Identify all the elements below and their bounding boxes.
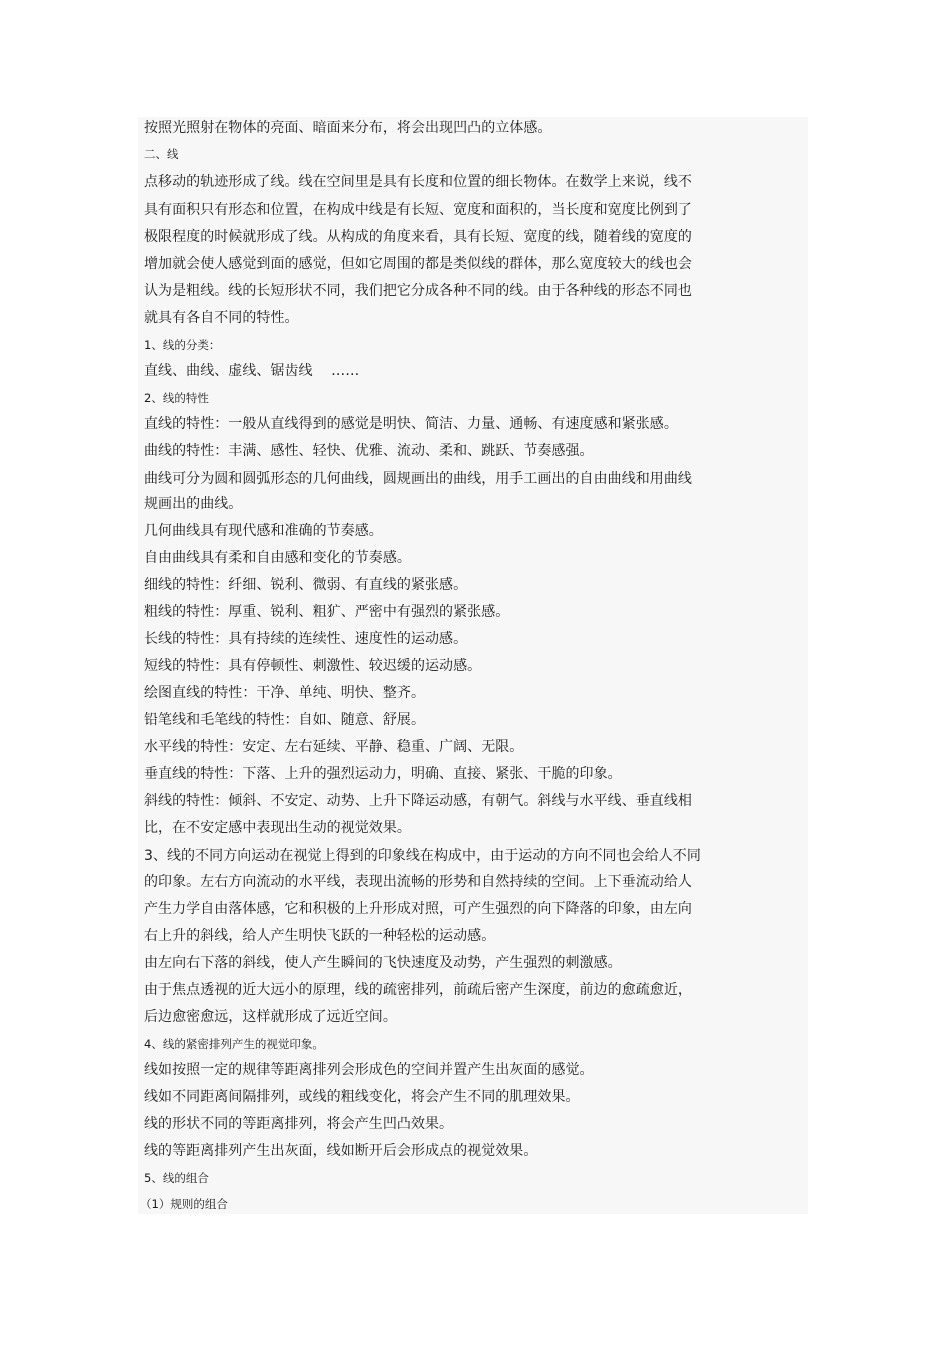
body-line: 由于焦点透视的近大远小的原理，线的疏密排列，前疏后密产生深度，前边的愈疏愈近， bbox=[144, 982, 692, 998]
body-line: 认为是粗线。线的长短形状不同，我们把它分成各种不同的线。由于各种线的形态不同也 bbox=[144, 283, 692, 299]
body-line: 粗线的特性：厚重、锐利、粗犷、严密中有强烈的紧张感。 bbox=[144, 604, 510, 620]
subheading-line: 1、线的分类： bbox=[144, 338, 221, 352]
body-line: 就具有各自不同的特性。 bbox=[144, 310, 299, 326]
body-line: 直线的特性：一般从直线得到的感觉是明快、简洁、力量、通畅、有速度感和紧张感。 bbox=[144, 416, 678, 432]
body-line: 曲线可分为圆和圆弧形态的几何曲线，圆规画出的曲线，用手工画出的自由曲线和用曲线 bbox=[144, 471, 692, 487]
body-line: 细线的特性：纤细、锐利、微弱、有直线的紧张感。 bbox=[144, 577, 468, 593]
body-line: 几何曲线具有现代感和准确的节奏感。 bbox=[144, 523, 383, 539]
body-line: 水平线的特性：安定、左右延续、平静、稳重、广阔、无限。 bbox=[144, 739, 524, 755]
body-line: 具有面积只有形态和位置，在构成中线是有长短、宽度和面积的，当长度和宽度比例到了 bbox=[144, 202, 692, 218]
subheading-line: 4、线的紧密排列产生的视觉印象。 bbox=[144, 1037, 324, 1051]
body-line: 短线的特性：具有停顿性、刺激性、较迟缓的运动感。 bbox=[144, 658, 482, 674]
body-line: 右上升的斜线，给人产生明快飞跃的一种轻松的运动感。 bbox=[144, 928, 496, 944]
body-line: 增加就会使人感觉到面的感觉，但如它周围的都是类似线的群体，那么宽度较大的线也会 bbox=[144, 256, 692, 272]
subheading-line: 2、线的特性 bbox=[144, 391, 209, 405]
body-line: 绘图直线的特性：干净、单纯、明快、整齐。 bbox=[144, 685, 425, 701]
body-line: 斜线的特性：倾斜、不安定、动势、上升下降运动感，有朝气。斜线与水平线、垂直线相 bbox=[144, 793, 692, 809]
subheading-line: 5、线的组合 bbox=[144, 1171, 209, 1185]
body-line: 后边愈密愈远，这样就形成了远近空间。 bbox=[144, 1009, 397, 1025]
body-line: 自由曲线具有柔和自由感和变化的节奏感。 bbox=[144, 550, 411, 566]
body-line: 长线的特性：具有持续的连续性、速度性的运动感。 bbox=[144, 631, 468, 647]
body-line: 比，在不安定感中表现出生动的视觉效果。 bbox=[144, 820, 411, 836]
body-line: 铅笔线和毛笔线的特性：自如、随意、舒展。 bbox=[144, 712, 425, 728]
body-line: 曲线的特性：丰满、感性、轻快、优雅、流动、柔和、跳跃、节奏感强。 bbox=[144, 443, 594, 459]
body-line: 线如不同距离间隔排列，或线的粗线变化，将会产生不同的肌理效果。 bbox=[144, 1089, 580, 1105]
body-line: 产生力学自由落体感，它和积极的上升形成对照，可产生强烈的向下降落的印象，由左向 bbox=[144, 901, 692, 917]
body-line: 的印象。左右方向流动的水平线，表现出流畅的形势和自然持续的空间。上下垂流动给人 bbox=[144, 874, 692, 890]
body-line: 直线、曲线、虚线、锯齿线 …… bbox=[144, 363, 360, 379]
section-heading-line: 二、线 bbox=[144, 147, 179, 161]
body-line: 垂直线的特性：下落、上升的强烈运动力，明确、直接、紧张、干脆的印象。 bbox=[144, 766, 622, 782]
body-line: 3、线的不同方向运动在视觉上得到的印象线在构成中，由于运动的方向不同也会给人不同 bbox=[144, 848, 701, 864]
body-line: 由左向右下落的斜线，使人产生瞬间的飞快速度及动势，产生强烈的刺激感。 bbox=[144, 955, 622, 971]
body-line: 线的等距离排列产生出灰面，线如断开后会形成点的视觉效果。 bbox=[144, 1143, 538, 1159]
body-line: 线如按照一定的规律等距离排列会形成色的空间并置产生出灰面的感觉。 bbox=[144, 1062, 594, 1078]
body-line: 极限程度的时候就形成了线。从构成的角度来看，具有长短、宽度的线，随着线的宽度的 bbox=[144, 229, 692, 245]
subheading-line: （1）规则的组合 bbox=[140, 1197, 228, 1211]
body-line: 按照光照射在物体的亮面、暗面来分布，将会出现凹凸的立体感。 bbox=[144, 120, 552, 136]
body-line: 线的形状不同的等距离排列，将会产生凹凸效果。 bbox=[144, 1116, 454, 1132]
body-line: 规画出的曲线。 bbox=[144, 496, 243, 512]
body-line: 点移动的轨迹形成了线。线在空间里是具有长度和位置的细长物体。在数学上来说，线不 bbox=[144, 174, 692, 190]
